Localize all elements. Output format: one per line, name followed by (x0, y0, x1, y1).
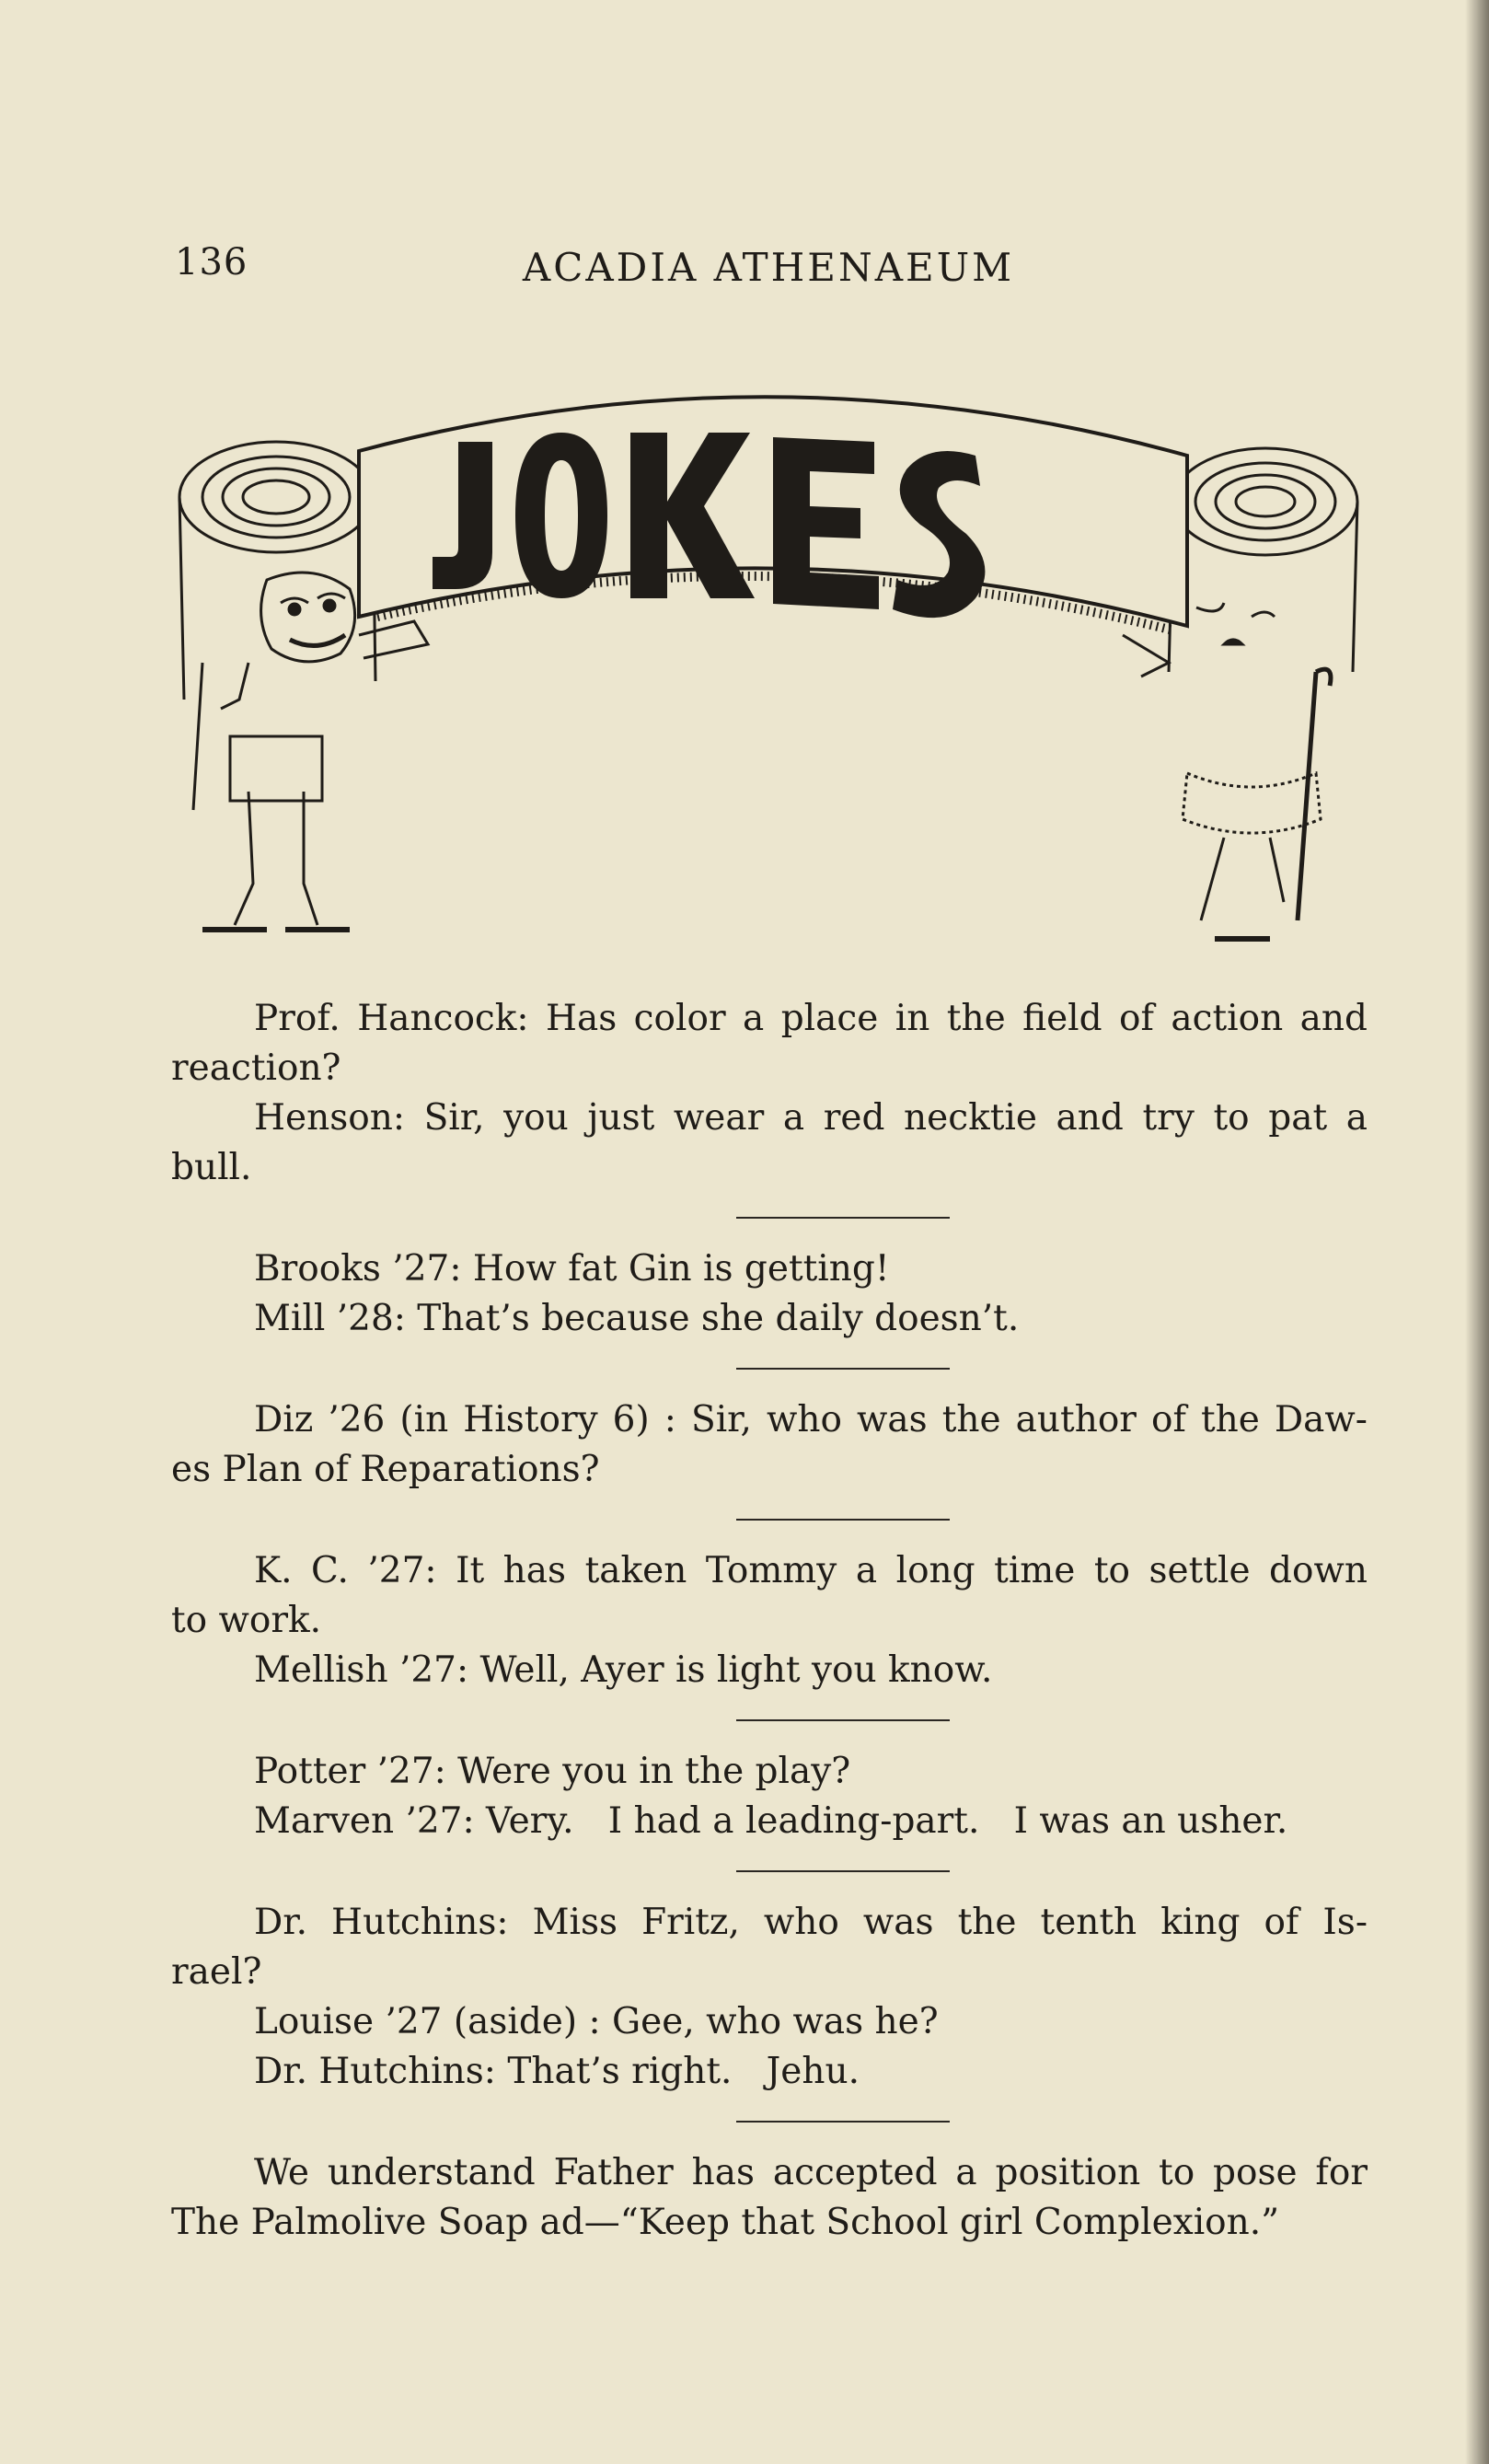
separator-rule (736, 2121, 950, 2123)
text-line: Potter ’27: Were you in the play? (254, 1751, 851, 1792)
page-number: 136 (175, 241, 248, 283)
joke-item (171, 1546, 1368, 1695)
text-line: We understand Father has accepted a position to pose for (254, 2152, 1368, 2193)
text-line: Dr. Hutchins: Miss Fritz, who was the tenth king of Is- (254, 1902, 1368, 1943)
joke-item (171, 994, 1368, 1193)
jokes-column (171, 994, 1368, 2248)
separator-rule (736, 1719, 950, 1721)
text-line: rael? (171, 1951, 262, 1993)
jokes-banner-illustration (166, 368, 1371, 966)
left-scroll-roll (179, 442, 375, 700)
text-line: K. C. ’27: It has taken Tommy a long time to settle down (254, 1550, 1368, 1591)
joke-item (171, 1395, 1368, 1495)
text-line: to work. (171, 1600, 322, 1641)
separator-rule (736, 1519, 950, 1521)
running-head (175, 241, 1362, 296)
text-line: Henson: Sir, you just wear a red necktie and try to pat a (254, 1097, 1368, 1139)
journal-title: ACADIA ATHENAEUM (522, 245, 1015, 290)
text-line: Brooks ’27: How fat Gin is getting! (254, 1248, 890, 1290)
text-line: Prof. Hancock: Has color a place in the field of action and (254, 998, 1368, 1039)
joke-item (171, 1898, 1368, 2097)
text-line: The Palmolive Soap ad—“Keep that School girl Complexion.” (171, 2202, 1280, 2243)
left-cartoon-figure (193, 573, 428, 930)
text-line: es Plan of Reparations? (171, 1449, 600, 1490)
text-line: Dr. Hutchins: That’s right. Jehu. (254, 2051, 860, 2092)
text-line: reaction? (171, 1047, 341, 1089)
text-line: Mellish ’27: Well, Ayer is light you know. (254, 1649, 993, 1691)
joke-item (171, 1244, 1368, 1344)
right-scroll-roll (1169, 448, 1357, 672)
text-line: Diz ’26 (in History 6) : Sir, who was the author of the Daw- (254, 1399, 1368, 1440)
page-edge-shadow (1465, 0, 1489, 2464)
text-line: Marven ’27: Very. I had a leading-part. I was an usher. (254, 1800, 1288, 1842)
separator-rule (736, 1368, 950, 1370)
right-cartoon-figure (1123, 603, 1331, 939)
joke-item (171, 1747, 1368, 1846)
separator-rule (736, 1870, 950, 1872)
text-line: Louise ’27 (aside) : Gee, who was he? (254, 2001, 939, 2042)
joke-item (171, 2148, 1368, 2248)
separator-rule (736, 1217, 950, 1219)
text-line: bull. (171, 1147, 252, 1188)
text-line: Mill ’28: That’s because she daily doesn’t. (254, 1298, 1020, 1339)
